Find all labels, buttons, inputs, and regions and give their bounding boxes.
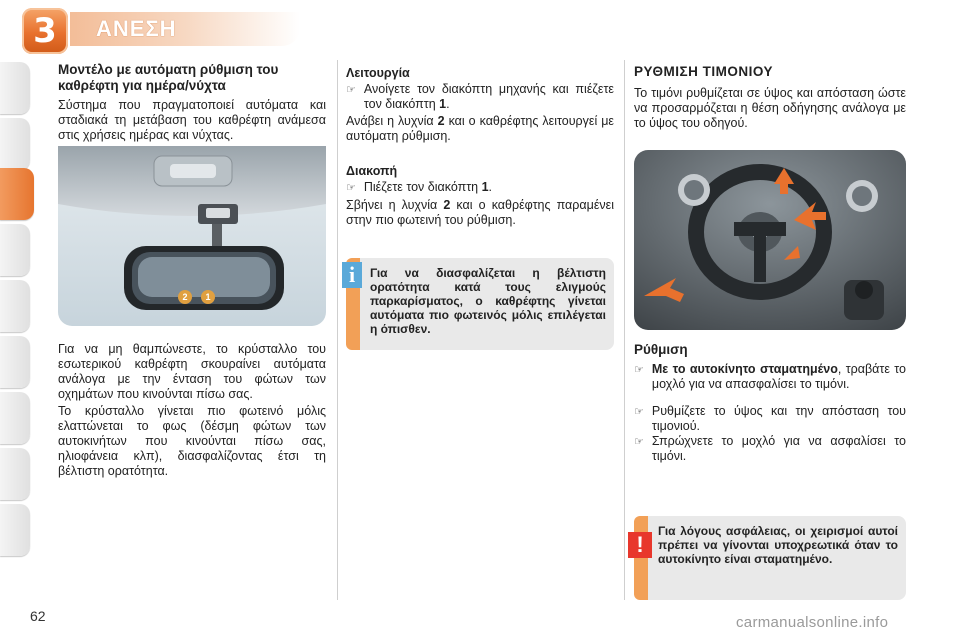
mirror-section-heading: Μοντέλο με αυτόματη ρύθμιση του καθρέφτη για ημέρα/νύχτα (58, 62, 279, 93)
callout-2: 2 (178, 290, 192, 304)
operation-text: Ανάβει η λυχνία 2 και ο καθρέφτης λειτουργεί με αυτόματη ρύθμιση. (346, 114, 614, 143)
steering-heading: ΡΥΘΜΙΣΗ ΤΙΜΟΝΙΟΥ (634, 64, 773, 79)
column-divider-right (624, 60, 625, 600)
steering-intro-text: Το τιμόνι ρυθμίζεται σε ύψος και απόσταση ώστε να προσαρμόζεται η θέση οδήγησης ανάλογα με το ύψος του οδηγού. (634, 86, 906, 130)
warning-icon: ! (628, 532, 652, 558)
callout-1: 1 (201, 290, 215, 304)
bullet-hand-icon: ☞ (634, 363, 644, 376)
info-icon: i (342, 262, 362, 288)
stop-heading: Διακοπή (346, 164, 398, 178)
adjust-bullet-2: ☞ Ρυθμίζετε το ύψος και την απόσταση του τιμονιού. (634, 404, 906, 433)
bullet-hand-icon: ☞ (634, 405, 644, 418)
mirror-illustration (58, 146, 326, 326)
chapter-tab-2[interactable] (0, 118, 30, 170)
chapter-tab-6[interactable] (0, 336, 30, 388)
rearview-mirror-image (58, 146, 326, 326)
bullet-hand-icon: ☞ (346, 83, 356, 96)
operation-bullet: ☞ Ανοίγετε τον διακόπτη μηχανής και πιέζετε τον διακόπτη 1. (346, 82, 614, 111)
mirror-intro-text: Σύστημα που πραγματοποιεί αυτόματα και σταδιακά τη μετάβαση του καθρέφτη ανάμεσα στις χρήσεις ημέρας και νύχτας. (58, 98, 326, 142)
chapter-tab-4[interactable] (0, 224, 30, 276)
bullet-hand-icon: ☞ (634, 435, 644, 448)
stop-bullet: ☞ Πιέζετε τον διακόπτη 1. (346, 180, 493, 194)
steering-illustration (634, 150, 906, 330)
chapter-badge: 3 (22, 8, 68, 54)
page-title: ΑΝΕΣΗ (96, 16, 177, 41)
chapter-tab-9[interactable] (0, 504, 30, 556)
warning-text: Για λόγους ασφάλειας, οι χειρισμοί αυτοί πρέπει να γίνονται υποχρεωτικά όταν το αυτοκίνητο είναι σταματημένο. (658, 524, 898, 566)
chapter-tab-3-active[interactable] (0, 168, 34, 220)
warning-box-accent (634, 516, 648, 600)
bullet-hand-icon: ☞ (346, 181, 356, 194)
adjust-bullet-3: ☞ Σπρώχνετε το μοχλό για να ασφαλίσει το τιμόνι. (634, 434, 906, 463)
chapter-tab-5[interactable] (0, 280, 30, 332)
watermark: carmanualsonline.info (736, 614, 889, 631)
mirror-paragraph-2: Το κρύσταλλο γίνεται πιο φωτεινό μόλις ελαττώνεται το φως (δέσμη φώτων των αυτοκινήτων που κινούνται πίσω σας, ηλιοφάνεια κλπ), διασφαλίζοντας έτσι τη βέλτιστη ορατότητα. (58, 404, 326, 478)
chapter-tab-1[interactable] (0, 62, 30, 114)
page-number: 62 (30, 608, 46, 624)
column-divider-left (337, 60, 338, 600)
stop-text: Σβήνει η λυχνία 2 και ο καθρέφτης παραμένει στην πιο φωτεινή του ρύθμιση. (346, 198, 614, 227)
adjust-bullet-1: ☞ Με το αυτοκίνητο σταματημένο, τραβάτε το μοχλό για να απασφαλίσει το τιμόνι. (634, 362, 906, 391)
adjust-heading: Ρύθμιση (634, 342, 688, 357)
chapter-tab-7[interactable] (0, 392, 30, 444)
chapter-tab-8[interactable] (0, 448, 30, 500)
steering-wheel-image (634, 150, 906, 330)
mirror-paragraph-1: Για να μη θαμπώνεστε, το κρύσταλλο του εσωτερικού καθρέφτη σκουραίνει αυτόματα ανάλογα με την ένταση του φώτων των οχημάτων που κινούνται πίσω σας. (58, 342, 326, 401)
info-text: Για να διασφαλίζεται η βέλτιστη ορατότητα κατά τους ελιγμούς παρκαρίσματος, ο καθρέφτης γίνεται αυτόματα πιο φωτεινός μόλις επιλέγεται η όπισθεν. (370, 266, 606, 336)
operation-heading: Λειτουργία (346, 66, 410, 80)
